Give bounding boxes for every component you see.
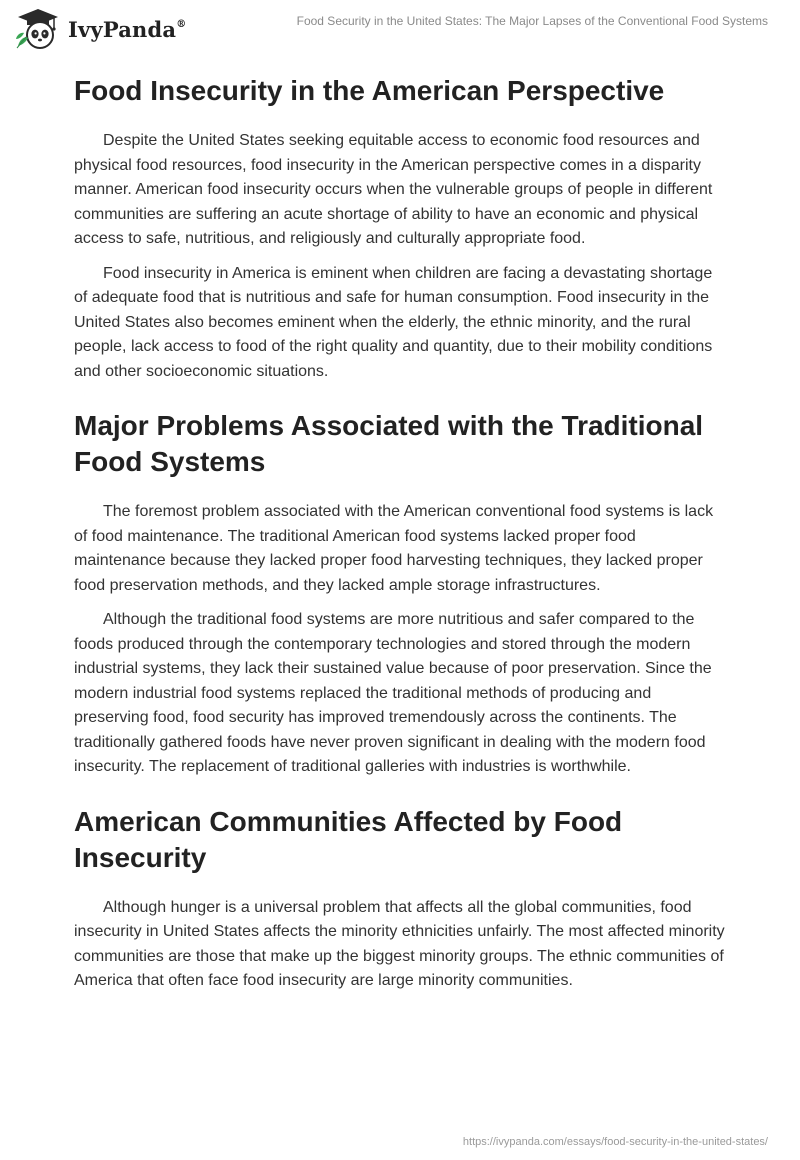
logo-wordmark: IvyPanda®	[68, 16, 187, 42]
paragraph: Although the traditional food systems are more nutritious and safer compared to the foods produced through the contemporary technologies and stored through the modern industrial systems, they lack their sustained value because of poor preservation. Since the modern industrial food systems replaced the traditional methods of producing and preserving food, food security has improved tremendously across the continents. The traditionally gathered foods have never proven significant in dealing with the modern food insecurity. The replacement of traditional galleries with industries is worthwhile.	[74, 611, 712, 775]
source-url-link[interactable]: https://ivypanda.com/essays/food-security-in-the-united-states/	[462, 1136, 768, 1148]
paragraph: Although hunger is a universal problem that affects all the global communities, food insecurity in United States affects the minority ethnicities unfairly. The most affected minority communities are those that make up the biggest minority groups. The ethnic communities of America that often face food insecurity are large minority communities.	[74, 898, 725, 989]
ivypanda-logo[interactable]	[14, 8, 186, 50]
panda-graduate-icon	[14, 8, 62, 50]
article-body	[74, 62, 726, 994]
page-header	[0, 0, 800, 60]
section-heading: Food Insecurity in the American Perspective	[74, 75, 665, 106]
document-title: Food Security in the United States: The Major Lapses of the Conventional Food Systems	[296, 14, 768, 28]
section-heading: American Communities Affected by Food Insecurity	[74, 805, 623, 873]
paragraph: Despite the United States seeking equitable access to economic food resources and physical food resources, food insecurity in the American perspective comes in a disparity manner. American food insecurity occurs when the vulnerable groups of people in different communities are suffering an acute shortage of ability to have an economic and physical access to safe, nutritious, and religiously and culturally appropriate food.	[74, 132, 713, 247]
section-heading: Major Problems Associated with the Traditional Food Systems	[74, 410, 704, 477]
paragraph: Food insecurity in America is eminent when children are facing a devastating shortage of adequate food that is nutritious and safe for human consumption. Food insecurity in the United States also becomes eminent when the elderly, the ethnic minority, and the rural people, lack access to food of the right quality and quantity, due to their mobility conditions and other socioeconomic situations.	[74, 264, 713, 380]
paragraph: The foremost problem associated with the American conventional food systems is lack of food maintenance. The traditional American food systems lacked proper food maintenance because they lacked proper food harvesting techniques, they lacked proper food preservation methods, and they lacked ample storage infrastructures.	[74, 503, 714, 594]
